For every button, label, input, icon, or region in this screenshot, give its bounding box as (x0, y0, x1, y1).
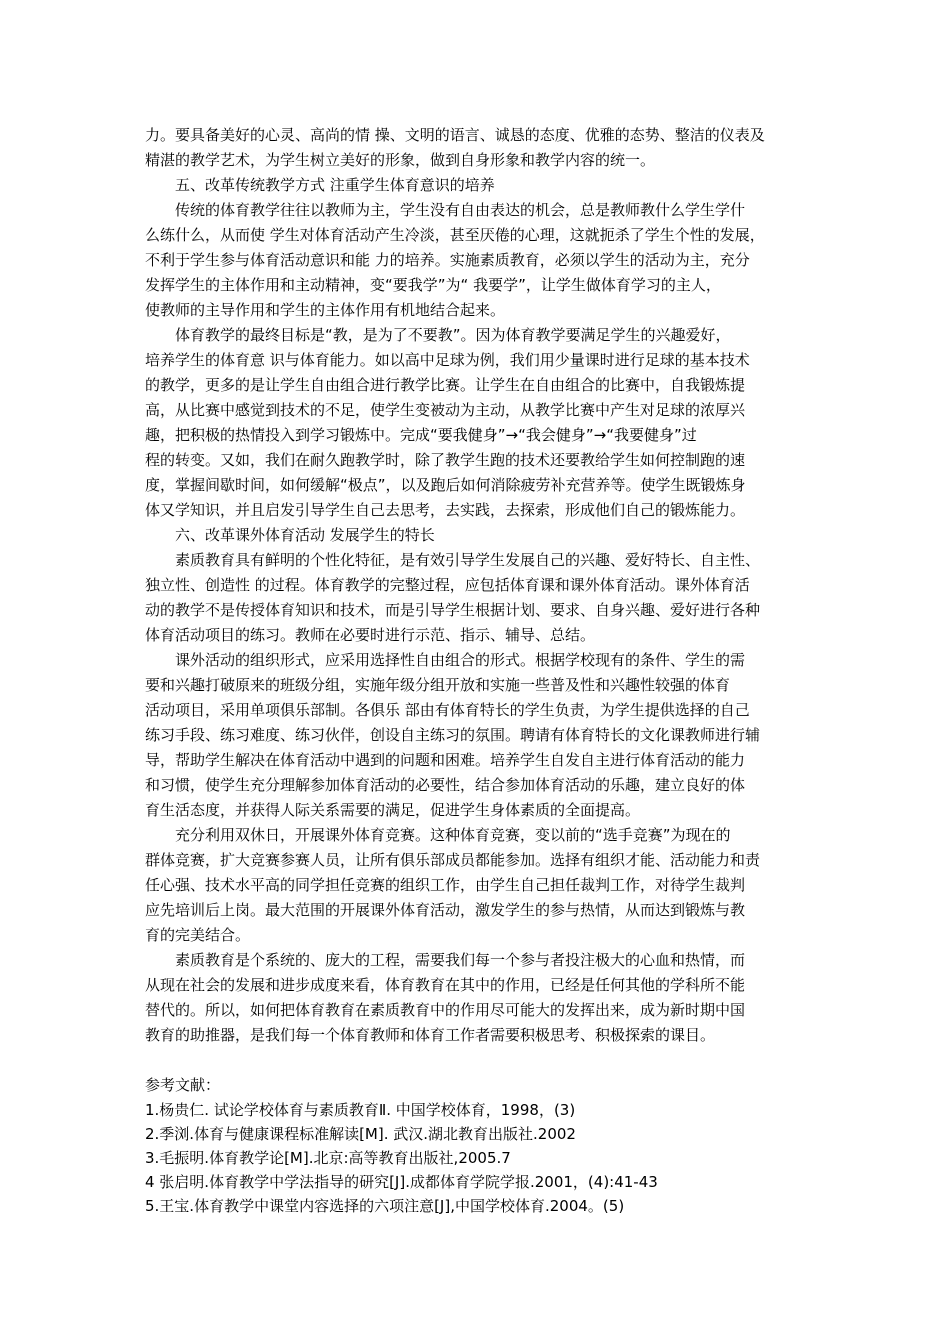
body-text-line: 群体竞赛，扩大竞赛参赛人员，让所有俱乐部成员都能参加。选择有组织才能、活动能力和责 (145, 851, 761, 869)
body-text-line: 度，掌握间歇时间，如何缓解“极点”，以及跑后如何消除疲劳补充营养等。使学生既锻炼身 (145, 476, 746, 494)
body-text-line: 要和兴趣打破原来的班级分组，实施年级分组开放和实施一些普及性和兴趣性较强的体育 (145, 676, 731, 694)
references-list (145, 1098, 810, 1218)
reference-item: 3.毛振明.体育教学论[M].北京:高等教育出版社,2005.7 (145, 1149, 511, 1167)
document-page (145, 123, 810, 1218)
body-text-line: 体又学知识，并且启发引导学生自己去思考，去实践，去探索，形成他们自己的锻炼能力。 (145, 501, 746, 519)
body-text-line: 传统的体育教学往往以教师为主，学生没有自由表达的机会，总是教师教什么学生学什 (175, 201, 746, 219)
body-text-line: 高，从比赛中感觉到技术的不足，使学生变被动为主动，从教学比赛中产生对足球的浓厚兴 (145, 401, 746, 419)
body-text-line: 从现在社会的发展和进步成度来看，体育教育在其中的作用，已经是任何其他的学科所不能 (145, 976, 746, 994)
references-section (145, 1073, 810, 1218)
body-text-line: 体育教学的最终目标是“教，是为了不要教”。因为体育教学要满足学生的兴趣爱好， (175, 326, 731, 344)
body-text-line: 五、改革传统教学方式 注重学生体育意识的培养 (175, 176, 495, 194)
body-text-line: 趣，把积极的热情投入到学习锻炼中。完成“要我健身”→“我会健身”→“我要健身”过 (145, 426, 697, 444)
body-text-line: 教育的助推器，是我们每一个体育教师和体育工作者需要积极思考、积极探索的课目。 (145, 1026, 716, 1044)
body-text-line: 充分利用双休日，开展课外体育竞赛。这种体育竞赛，变以前的“选手竞赛”为现在的 (175, 826, 731, 844)
body-text-line: 力。要具备美好的心灵、高尚的情 操、文明的语言、诚恳的态度、优雅的态势、整洁的仪表及 (145, 126, 765, 144)
body-text-line: 替代的。所以，如何把体育教育在素质教育中的作用尽可能大的发挥出来，成为新时期中国 (145, 1001, 746, 1019)
body-text-line: 发挥学生的主体作用和主动精神，变“要我学”为“ 我要学”，让学生做体育学习的主人， (145, 276, 721, 294)
body-text-line: 素质教育是个系统的、庞大的工程，需要我们每一个参与者投注极大的心血和热情，而 (175, 951, 746, 969)
body-text-line: 导，帮助学生解决在体育活动中遇到的问题和困难。培养学生自发自主进行体育活动的能力 (145, 751, 746, 769)
body-text-line: 练习手段、练习难度、练习伙伴，创设自主练习的氛围。聘请有体育特长的文化课教师进行辅 (145, 726, 761, 744)
body-text-line: 素质教育具有鲜明的个性化特征，是有效引导学生发展自己的兴趣、爱好特长、自主性、 (175, 551, 761, 569)
body-text-line: 动的教学不是传授体育知识和技术，而是引导学生根据计划、要求、自身兴趣、爱好进行各种 (145, 601, 761, 619)
body-text-line: 育的完美结合。 (145, 926, 251, 944)
body-text-line: 任心强、技术水平高的同学担任竞赛的组织工作，由学生自己担任裁判工作，对待学生裁判 (145, 876, 746, 894)
body-text-line: 精湛的教学艺术，为学生树立美好的形象，做到自身形象和教学内容的统一。 (145, 151, 656, 169)
body-text-line: 独立性、创造性 的过程。体育教学的完整过程，应包括体育课和课外体育活动。课外体育活 (145, 576, 750, 594)
reference-item: 5.王宝.体育教学中课堂内容选择的六项注意[J],中国学校体育.2004。(5) (145, 1197, 625, 1215)
reference-item: 4 张启明.体育教学中学法指导的研究[J].成都体育学院学报.2001，(4):41-43 (145, 1173, 658, 1191)
body-text-line: 六、改革课外体育活动 发展学生的特长 (175, 526, 435, 544)
body-text-line: 程的转变。又如，我们在耐久跑教学时，除了教学生跑的技术还要教给学生如何控制跑的速 (145, 451, 746, 469)
body-text-line: 体育活动项目的练习。教师在必要时进行示范、指示、辅导、总结。 (145, 626, 596, 644)
body-text-line: 应先培训后上岗。最大范围的开展课外体育活动，激发学生的参与热情，从而达到锻炼与教 (145, 901, 746, 919)
references-heading: 参考文献： (145, 1076, 221, 1094)
body-text-line: 使教师的主导作用和学生的主体作用有机地结合起来。 (145, 301, 506, 319)
body-text-line: 课外活动的组织形式，应采用选择性自由组合的形式。根据学校现有的条件、学生的需 (175, 651, 746, 669)
reference-item: 2.季浏.体育与健康课程标准解读[M]. 武汉.湖北教育出版社.2002 (145, 1125, 576, 1143)
body-text-line: 么练什么，从而使 学生对体育活动产生冷淡，甚至厌倦的心理，这就扼杀了学生个性的发展， (145, 226, 765, 244)
body-text-line: 培养学生的体育意 识与体育能力。如以高中足球为例，我们用少量课时进行足球的基本技术 (145, 351, 750, 369)
body-text-line: 不利于学生参与体育活动意识和能 力的培养。实施素质教育，必须以学生的活动为主，充分 (145, 251, 750, 269)
section-spacer (145, 1048, 810, 1073)
reference-item: 1.杨贵仁. 试论学校体育与素质教育Ⅱ. 中国学校体育，1998，(3) (145, 1101, 576, 1119)
body-text-line: 育生活态度，并获得人际关系需要的满足，促进学生身体素质的全面提高。 (145, 801, 641, 819)
body-text-line: 和习惯，使学生充分理解参加体育活动的必要性，结合参加体育活动的乐趣，建立良好的体 (145, 776, 746, 794)
body-text-line: 活动项目，采用单项俱乐部制。各俱乐 部由有体育特长的学生负责，为学生提供选择的自己 (145, 701, 750, 719)
body-text-line: 的教学，更多的是让学生自由组合进行教学比赛。让学生在自由组合的比赛中，自我锻炼提 (145, 376, 746, 394)
body-text (145, 123, 810, 1048)
